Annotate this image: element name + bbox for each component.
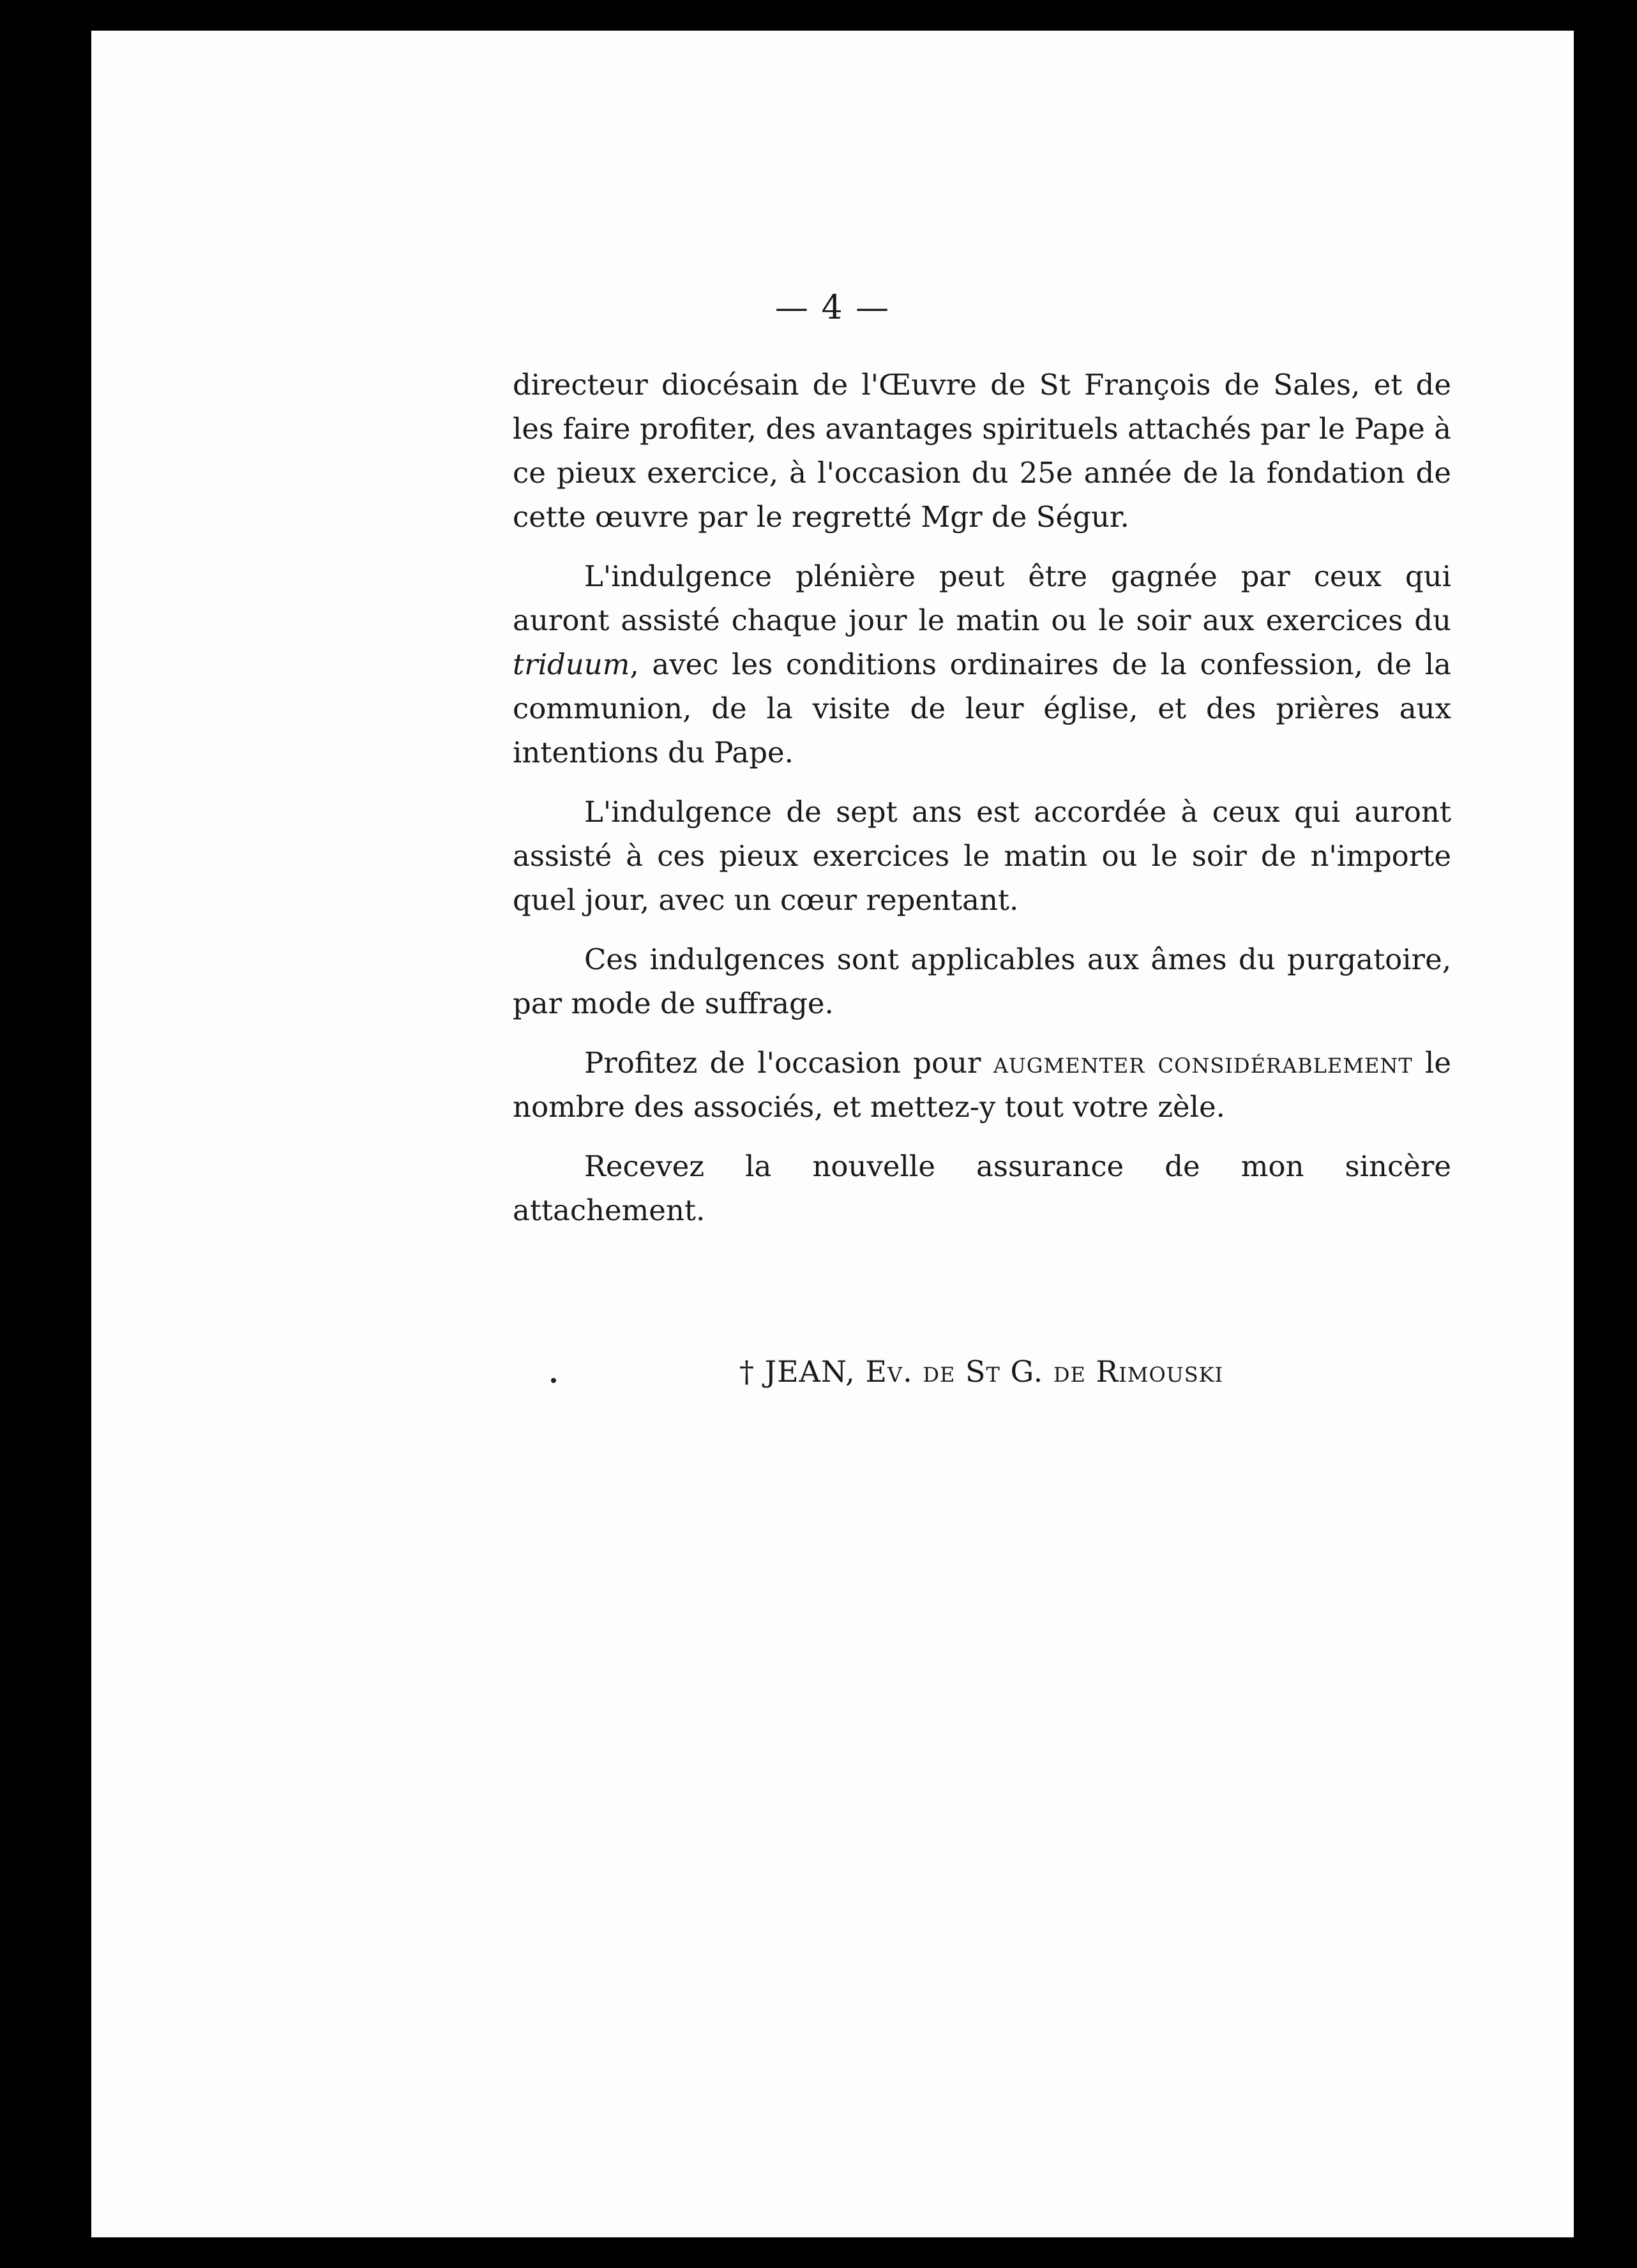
paragraph-2-start: L'indulgence plénière peut être gagnée par ceux qui auront assisté chaque jour le matin ou le soir aux exercices du	[513, 559, 1451, 637]
letter-body	[513, 363, 1451, 1248]
document-page	[91, 31, 1574, 2237]
signature-name: JEAN,	[764, 1354, 856, 1389]
paragraph-5-smallcaps: augmenter considérablement	[993, 1046, 1413, 1080]
paragraph-5-start: Profitez de l'occasion pour	[584, 1046, 993, 1080]
signature-line	[739, 1352, 1223, 1391]
signature-title: Ev. de St G. de Rimouski	[865, 1354, 1224, 1389]
paragraph-2-italic: triduum	[513, 647, 630, 681]
ink-dot	[551, 1378, 556, 1383]
paragraph-1: directeur diocésain de l'Œuvre de St François de Sales, et de les faire profiter, des avantages spirituels attachés par le Pape à ce pieux exercice, à l'occasion du 25e année de la fondation de cette œuvre par le regretté Mgr de Ségur.	[513, 368, 1451, 534]
paragraph-2	[513, 554, 1451, 775]
paragraph-5-end: le nombre des associés, et mettez-y tout votre zèle.	[513, 1046, 1452, 1124]
paragraph-4: Ces indulgences sont applicables aux âmes du purgatoire, par mode de suffrage.	[513, 942, 1451, 1020]
paragraph-2-end: , avec les conditions ordinaires de la confession, de la communion, de la visite de leur église, et des prières aux intentions du Pape.	[513, 647, 1451, 769]
paragraph-6: Recevez la nouvelle assurance de mon sincère attachement.	[513, 1149, 1451, 1227]
signature-cross: †	[739, 1354, 755, 1389]
paragraph-3: L'indulgence de sept ans est accordée à ceux qui auront assisté à ces pieux exercices le matin ou le soir de n'importe quel jour, avec un cœur repentant.	[513, 795, 1451, 917]
page-number: — 4 —	[774, 289, 891, 327]
paragraph-5	[513, 1041, 1451, 1129]
